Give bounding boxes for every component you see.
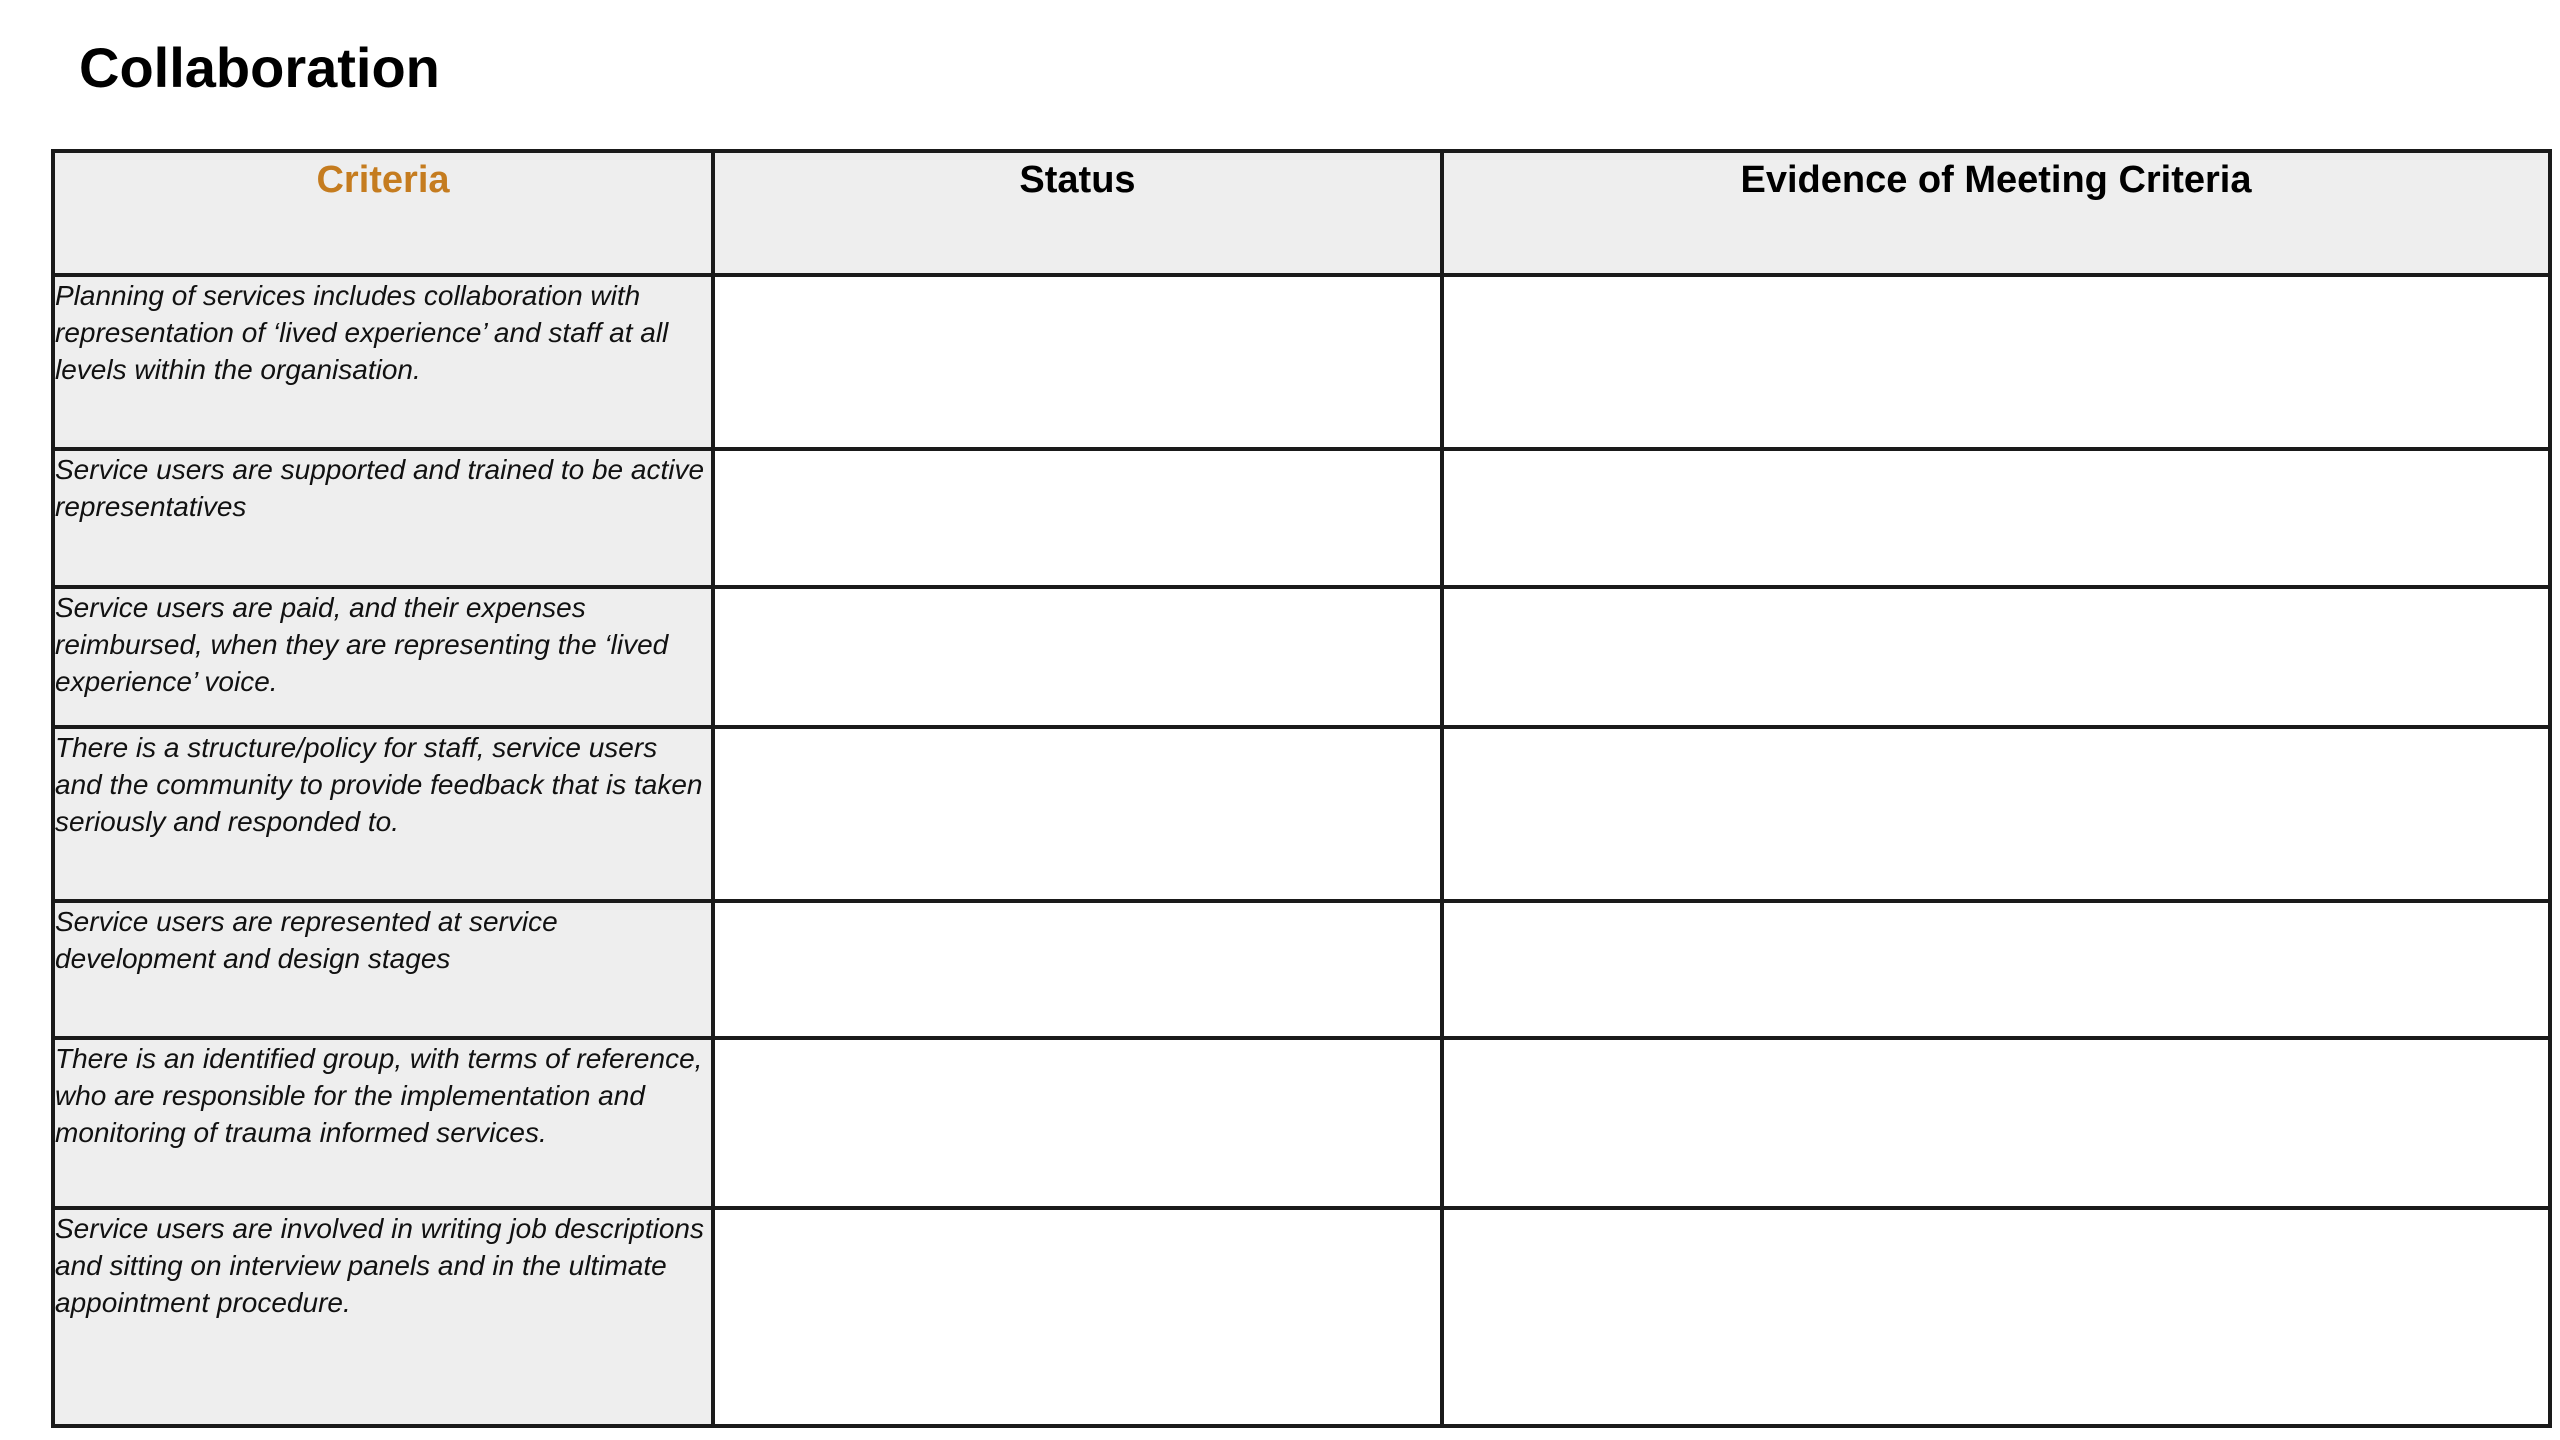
table-row [53,1038,2550,1208]
table-row [53,727,2550,901]
status-cell[interactable] [713,901,1442,1038]
table-row [53,449,2550,587]
page-title: Collaboration [79,36,440,99]
criteria-cell: Service users are supported and trained to be active representatives [53,449,713,587]
criteria-cell: Service users are paid, and their expenses reimbursed, when they are representing the ‘lived experience’ voice. [53,587,713,727]
table-row [53,275,2550,449]
status-cell[interactable] [713,1038,1442,1208]
status-cell[interactable] [713,727,1442,901]
header-evidence: Evidence of Meeting Criteria [1442,151,2550,275]
table-row [53,901,2550,1038]
criteria-cell: Planning of services includes collaboration with representation of ‘lived experience’ and staff at all levels within the organisation. [53,275,713,449]
evidence-cell[interactable] [1442,727,2550,901]
criteria-cell: There is a structure/policy for staff, service users and the community to provide feedback that is taken seriously and responded to. [53,727,713,901]
evidence-cell[interactable] [1442,1208,2550,1426]
status-cell[interactable] [713,1208,1442,1426]
evidence-cell[interactable] [1442,901,2550,1038]
evidence-cell[interactable] [1442,275,2550,449]
header-status: Status [713,151,1442,275]
evidence-cell[interactable] [1442,1038,2550,1208]
criteria-cell: Service users are involved in writing job descriptions and sitting on interview panels and in the ultimate appointment procedure. [53,1208,713,1426]
criteria-cell: There is an identified group, with terms of reference, who are responsible for the implementation and monitoring of trauma informed services. [53,1038,713,1208]
status-cell[interactable] [713,275,1442,449]
criteria-cell: Service users are represented at service development and design stages [53,901,713,1038]
criteria-table [51,149,2552,1428]
status-cell[interactable] [713,449,1442,587]
evidence-cell[interactable] [1442,587,2550,727]
header-row [53,151,2550,275]
header-criteria: Criteria [53,151,713,275]
table-row [53,1208,2550,1426]
status-cell[interactable] [713,587,1442,727]
table-row [53,587,2550,727]
evidence-cell[interactable] [1442,449,2550,587]
